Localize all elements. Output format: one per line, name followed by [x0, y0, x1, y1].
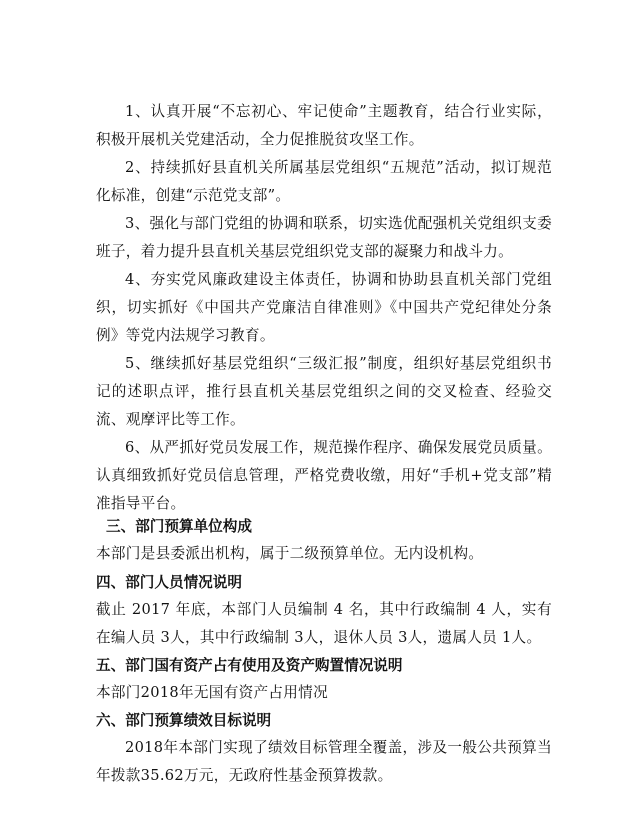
- section-5-body: 本部门2018年无国有资产占用情况: [96, 684, 328, 701]
- section-4-heading: 四、部门人员情况说明: [96, 574, 242, 591]
- paragraph-item-6: 6、从严抓好党员发展工作，规范操作程序、确保发展党员质量。认真细致抓好党员信息管理，严格党费收缴，用好“手机+党支部”精准指导平台。: [96, 439, 552, 512]
- section-3-heading: 三、部门预算单位构成: [106, 518, 252, 535]
- section-4-body: 截止 2017 年底，本部门人员编制 4 名，其中行政编制 4 人，实有在编人员 3人，其中行政编制 3人，退休人员 3人，遗属人员 1人。: [96, 601, 552, 646]
- section-6-heading: 六、部门预算绩效目标说明: [96, 712, 272, 729]
- section-6-body: 2018年本部门实现了绩效目标管理全覆盖，涉及一般公共预算当年拨款35.62万元，无政府性基金预算拨款。: [96, 739, 552, 784]
- paragraph-item-1: 1、认真开展“不忘初心、牢记使命”主题教育，结合行业实际，积极开展机关党建活动，全力促推脱贫攻坚工作。: [96, 103, 552, 148]
- paragraph-item-2: 2、持续抓好县直机关所属基层党组织“五规范”活动，拟订规范化标准，创建“示范党支部”。: [96, 159, 552, 204]
- section-3-body: 本部门是县委派出机构，属于二级预算单位。无内设机构。: [96, 545, 484, 562]
- paragraph-item-5: 5、继续抓好基层党组织“三级汇报”制度，组织好基层党组织书记的述职点评，推行县直机关基层党组织之间的交叉检查、经验交流、观摩评比等工作。: [96, 355, 552, 428]
- paragraph-item-4: 4、夯实党风廉政建设主体责任，协调和协助县直机关部门党组织，切实抓好《中国共产党廉洁自律准则》《中国共产党纪律处分条例》等党内法规学习教育。: [96, 271, 552, 344]
- paragraph-item-3: 3、强化与部门党组的协调和联系，切实选优配强机关党组织支委班子，着力提升县直机关基层党组织党支部的凝聚力和战斗力。: [96, 215, 552, 260]
- section-5-heading: 五、部门国有资产占有使用及资产购置情况说明: [96, 657, 403, 674]
